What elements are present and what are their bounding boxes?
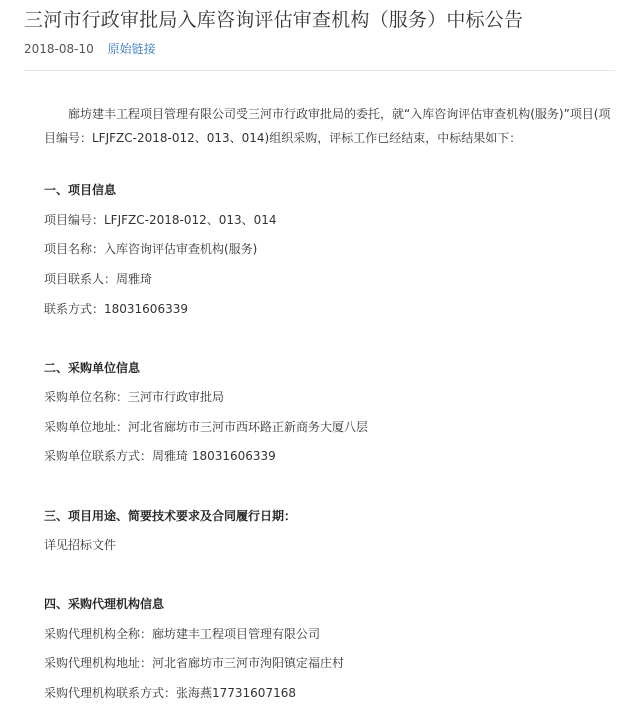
project-contact-phone: 联系方式：18031606339 [44,302,188,316]
article-title: 三河市行政审批局入库咨询评估审查机构（服务）中标公告 [24,9,524,31]
project-contact-person: 项目联系人：周雅琦 [44,272,153,286]
purchaser-contact: 采购单位联系方式：周雅琦 18031606339 [44,449,276,463]
agency-contact: 采购代理机构联系方式：张海燕17731607168 [44,686,296,700]
section-heading-purchaser-info: 二、采购单位信息 [44,361,141,375]
project-name: 项目名称：入库咨询评估审查机构(服务) [44,242,258,256]
purchaser-address: 采购单位地址：河北省廊坊市三河市西环路正新商务大厦八层 [44,420,369,434]
agency-name: 采购代理机构全称：廊坊建丰工程项目管理有限公司 [44,627,321,641]
intro-paragraph: 廊坊建丰工程项目管理有限公司受三河市行政审批局的委托，就“入库咨询评估审查机构(服务)”项目(项目编号：LFJFZC-2018-012、013、014)组织采购，评标工作已经结束，中标结果如下： [44,107,611,145]
section-heading-project-usage: 三、项目用途、简要技术要求及合同履行日期： [44,509,297,523]
article-meta [24,40,156,57]
title-divider [24,70,615,71]
section-heading-project-info: 一、项目信息 [44,183,117,197]
publish-date: 2018-08-10 [24,42,94,56]
project-number: 项目编号：LFJFZC-2018-012、013、014 [44,213,277,227]
source-link[interactable]: 原始链接 [107,42,156,56]
project-usage-detail: 详见招标文件 [44,538,117,552]
section-heading-agency-info: 四、采购代理机构信息 [44,597,165,611]
purchaser-name: 采购单位名称：三河市行政审批局 [44,390,225,404]
agency-address: 采购代理机构地址：河北省廊坊市三河市泃阳镇定福庄村 [44,656,345,670]
